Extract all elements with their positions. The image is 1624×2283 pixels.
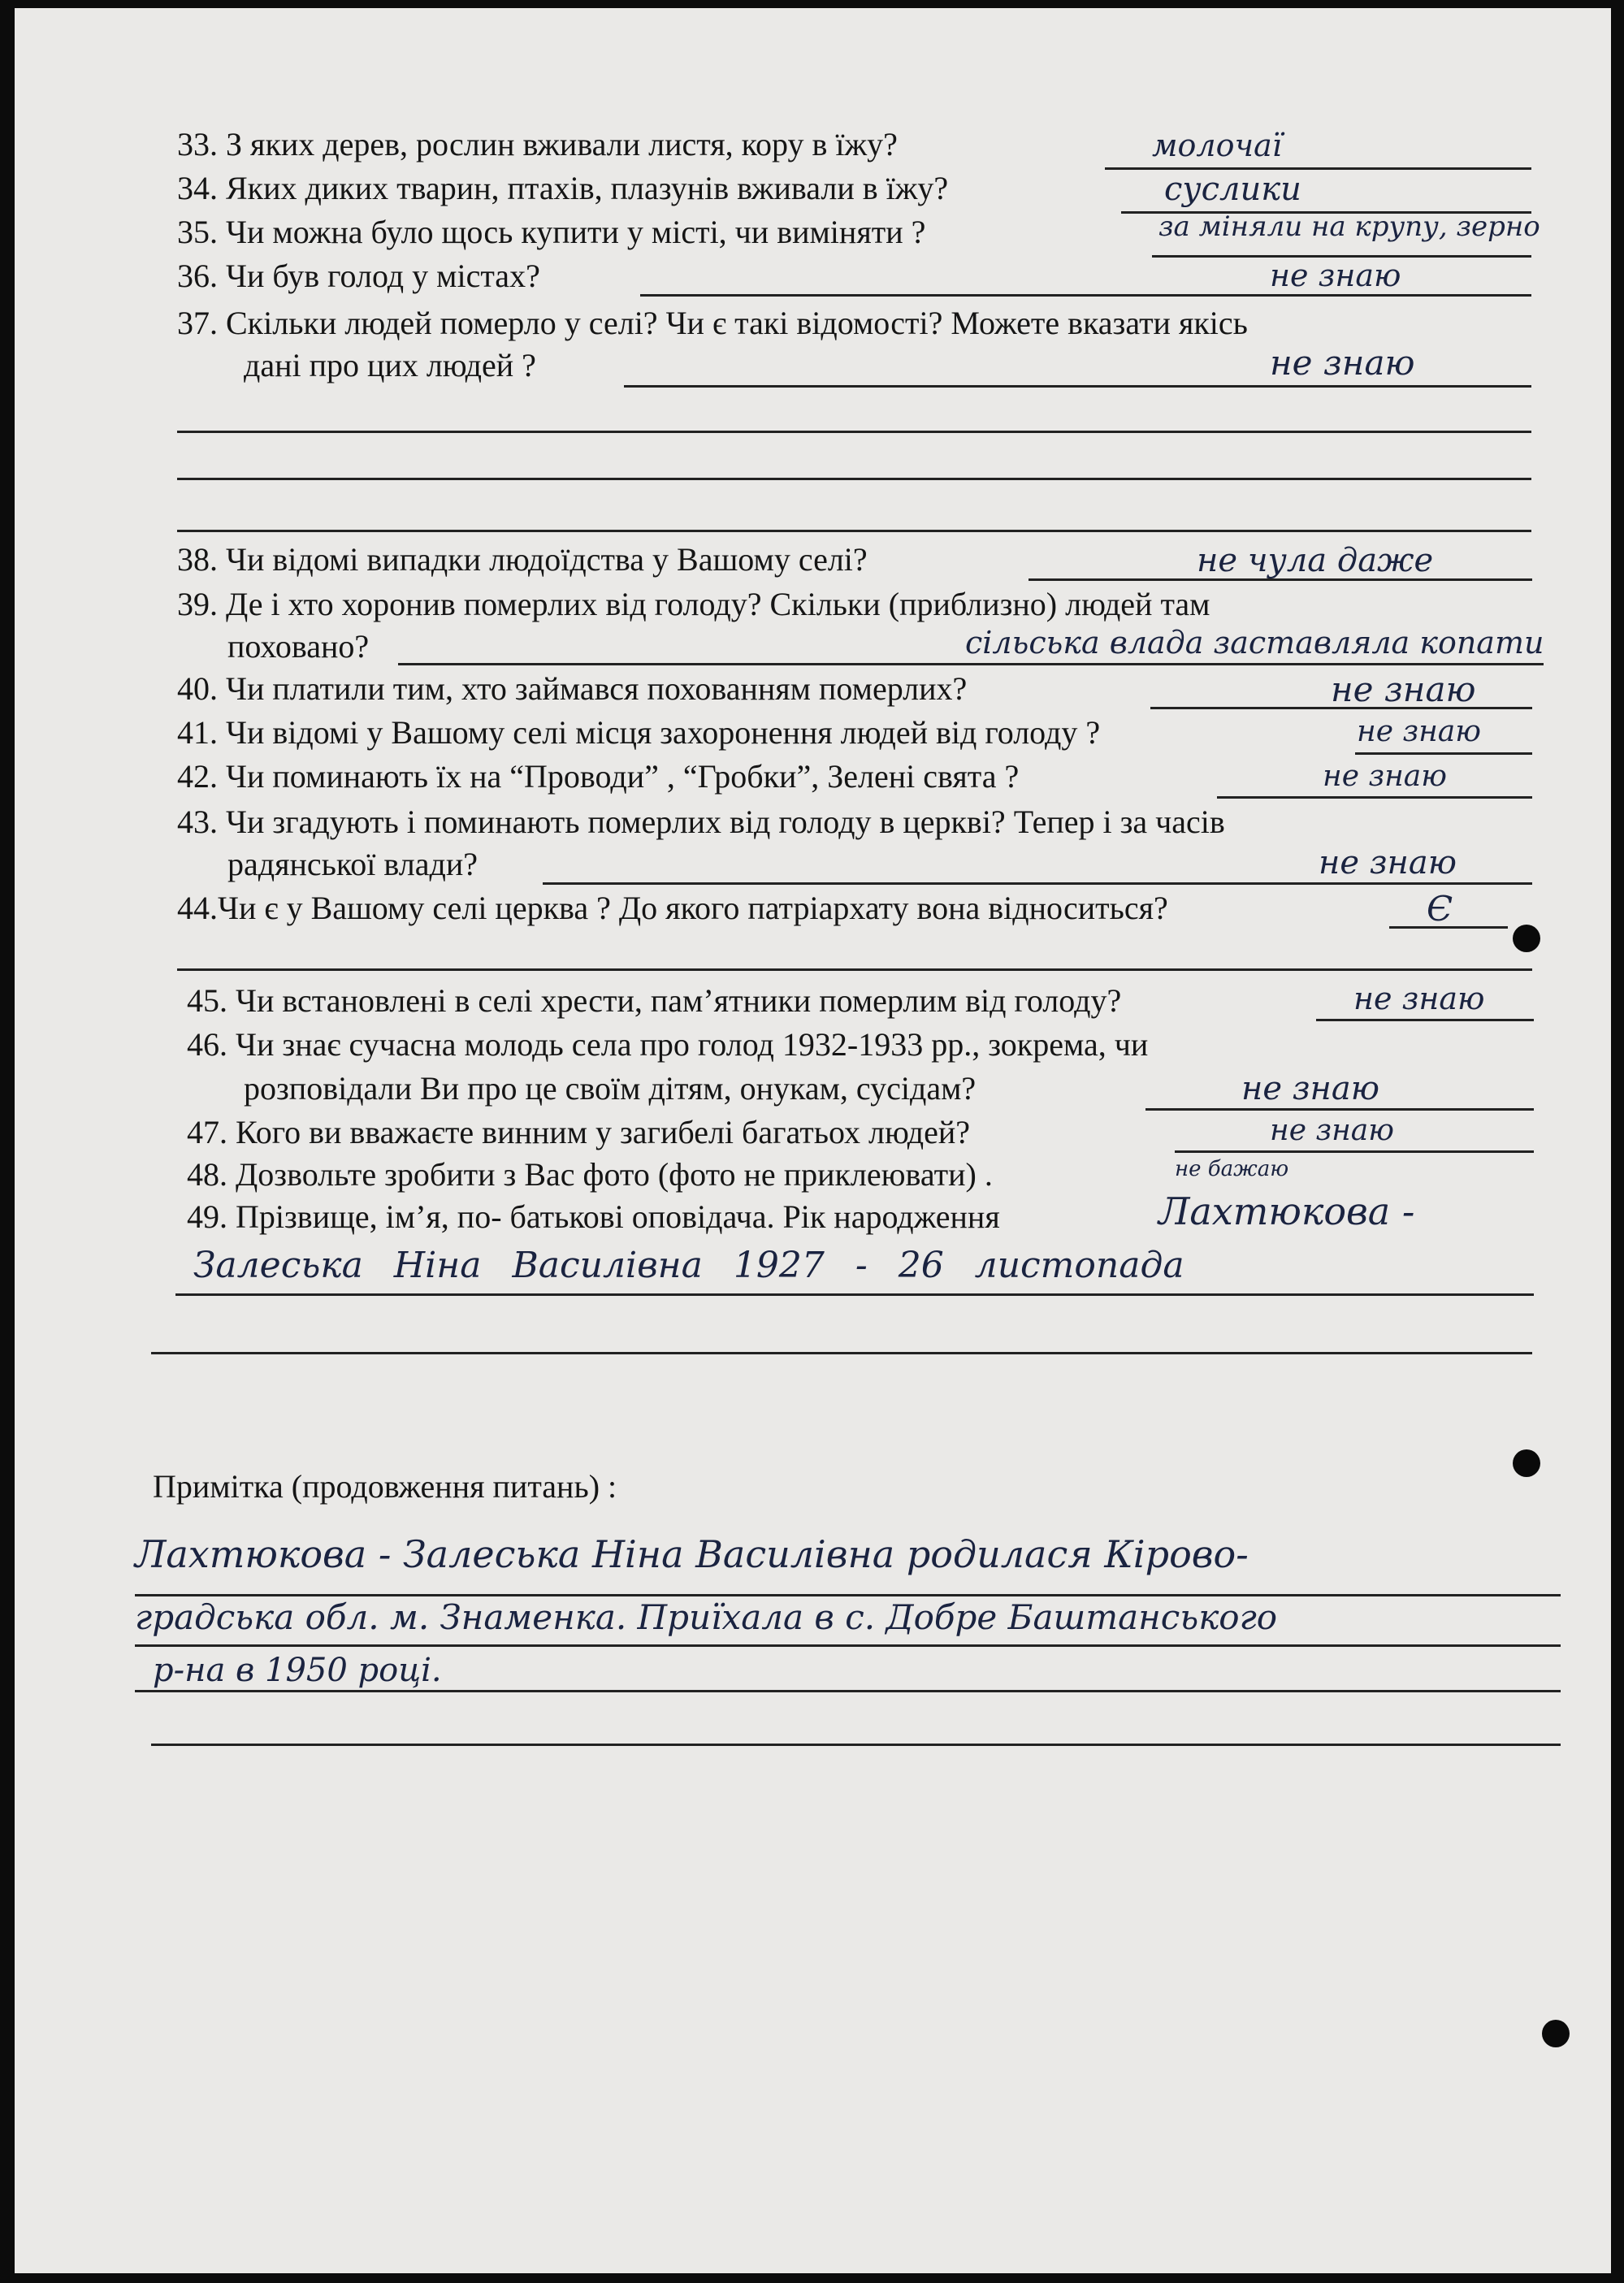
answer-line [640,294,1531,297]
question-43-line2: радянської влади? [227,846,479,882]
note-label: Примітка (продовження питань) : [153,1468,617,1505]
answer-line [624,385,1531,388]
punch-hole [1513,1449,1540,1477]
answer-46: не знаю [1241,1070,1379,1107]
question-46: 46. Чи знає сучасна молодь села про голод 1932-1933 рр., зокрема, чи [187,1026,1149,1063]
note-line [151,1744,1561,1746]
answer-35: за міняли на крупу, зерно [1158,210,1540,243]
question-37: 37. Скільки людей померло у селі? Чи є такі відомості? Можете вказати якісь [177,305,1248,341]
question-39-line2: поховано? [227,628,370,665]
question-39: 39. Де і хто хоронив померлих від голоду? Скільки (приблизно) людей там [177,586,1210,622]
answer-49: Лахтюкова - [1158,1189,1415,1233]
punch-hole [1513,925,1540,952]
answer-40: не знаю [1331,669,1476,709]
note-line [135,1690,1561,1692]
answer-44: Є [1427,889,1453,929]
answer-39: сільська влада заставляла копати [965,625,1544,661]
question-43: 43. Чи згадують і поминають померлих від голоду в церкві? Тепер і за часів [177,804,1225,840]
answer-line [175,1293,1534,1296]
answer-36: не знаю [1270,258,1401,293]
question-41: 41. Чи відомі у Вашому селі місця захоронення людей від голоду ? [177,714,1101,751]
answer-line [1145,1108,1534,1111]
blank-line [177,968,1532,971]
question-45: 45. Чи встановлені в селі хрести, пам’ятники померлим від голоду? [187,982,1122,1019]
answer-33: молочаї [1152,128,1282,163]
blank-line [177,431,1531,433]
question-33: 33. З яких дерев, рослин вживали листя, кору в їжу? [177,126,898,162]
answer-49-line2: Залеська Ніна Василівна 1927 - 26 листопада [193,1245,1184,1286]
answer-line [1105,167,1531,170]
answer-48: не бажаю [1175,1157,1289,1181]
note-line-2: градська обл. м. Знаменка. Приїхала в с. Добре Баштанського [135,1597,1278,1637]
answer-line [1355,752,1532,755]
question-44: 44.Чи є у Вашому селі церква ? До якого патріархату вона відноситься? [177,890,1168,926]
question-42: 42. Чи поминають їх на “Проводи” , “Гробки”, Зелені свята ? [177,758,1020,795]
answer-41: не знаю [1357,715,1481,748]
punch-hole [1542,2020,1570,2047]
answer-line [1316,1019,1534,1021]
question-47: 47. Кого ви вважаєте винним у загибелі багатьох людей? [187,1114,971,1150]
question-38: 38. Чи відомі випадки людоїдства у Вашому селі? [177,541,868,578]
answer-47: не знаю [1270,1114,1394,1147]
question-34: 34. Яких диких тварин, птахів, плазунів вживали в їжу? [177,170,949,206]
question-49: 49. Прізвище, ім’я, по- батькові оповідача. Рік народження [187,1198,1000,1235]
answer-43: не знаю [1319,844,1457,882]
answer-34: суслики [1164,171,1301,208]
answer-line [1175,1150,1534,1153]
note-line-3: р-на в 1950 році. [153,1652,442,1689]
blank-line [151,1352,1532,1354]
blank-line [177,530,1531,532]
answer-45: не знаю [1353,981,1485,1016]
answer-42: не знаю [1323,760,1447,793]
answer-line [543,882,1532,885]
question-46-line2: розповідали Ви про це своїм дітям, онукам, сусідам? [244,1070,977,1107]
note-line [135,1594,1561,1596]
note-line-1: Лахтюкова - Залеська Ніна Василівна родилася Кірово- [135,1532,1249,1576]
question-36: 36. Чи був голод у містах? [177,258,540,294]
questionnaire-page [15,8,1611,2273]
answer-38: не чула даже [1197,542,1434,579]
question-48: 48. Дозвольте зробити з Вас фото (фото не приклеювати) . [187,1156,993,1193]
question-35: 35. Чи можна було щось купити у місті, чи виміняти ? [177,214,926,250]
answer-line [1217,796,1532,799]
question-40: 40. Чи платили тим, хто займався похованням померлих? [177,670,968,707]
question-37-line2: дані про цих людей ? [244,347,536,383]
answer-line [398,663,1544,665]
blank-line [177,478,1531,480]
note-line [135,1644,1561,1647]
answer-37: не знаю [1270,343,1415,383]
